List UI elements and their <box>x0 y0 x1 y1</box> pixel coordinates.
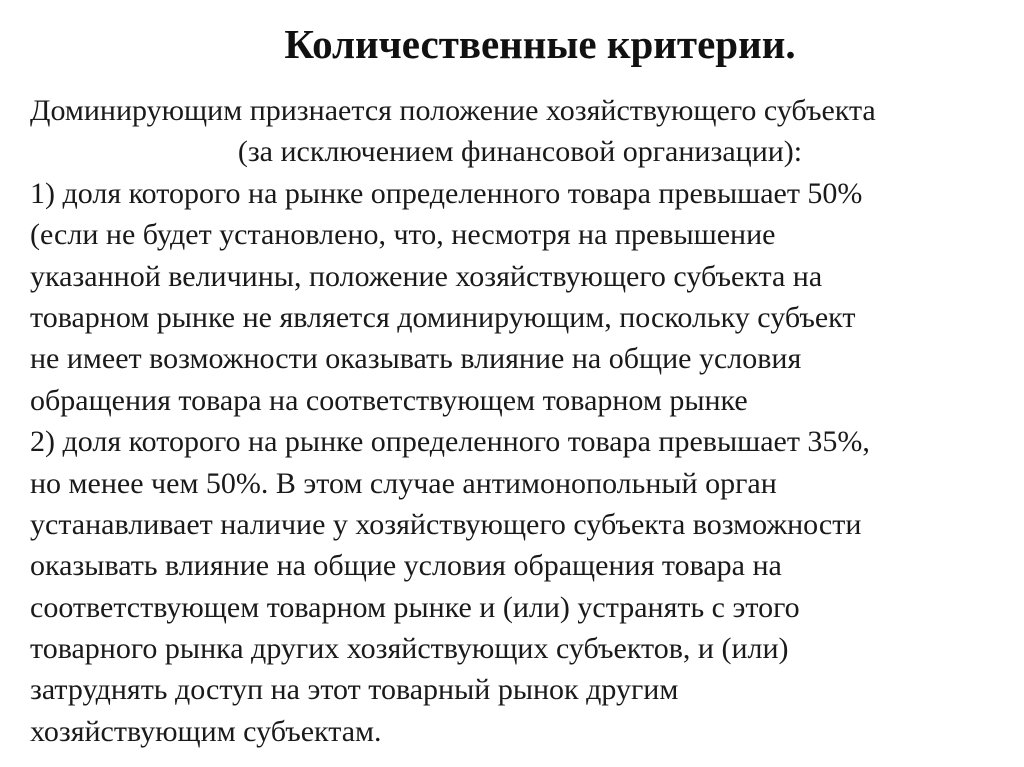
body-line: затруднять доступ на этот товарный рынок другим <box>30 673 679 707</box>
body-line: оказывать влияние на общие условия обращения товара на <box>30 549 782 583</box>
body-line: Доминирующим признается положение хозяйствующего субъекта <box>30 94 876 127</box>
body-line: не имеет возможности оказывать влияние на общие условия <box>30 342 802 376</box>
body-line: указанной величины, положение хозяйствующего субъекта на <box>30 259 823 293</box>
body-line: но менее чем 50%. В этом случае антимонопольный орган <box>30 466 777 500</box>
body-line: обращения товара на соответствующем товарном рынке <box>30 383 748 417</box>
body-line: (за исключением финансовой организации): <box>237 135 803 169</box>
body-line: соответствующем товарном рынке и (или) устранять с этого <box>30 590 800 624</box>
body-line: хозяйствующим субъектам. <box>30 714 382 748</box>
body-line: товарного рынка других хозяйствующих субъектов, и (или) <box>30 632 789 666</box>
body-line: 2) доля которого на рынке определенного товара превышает 35%, <box>30 425 870 459</box>
body-line: (если не будет установлено, что, несмотря на превышение <box>30 218 776 252</box>
slide-title: Количественные критерии. <box>284 21 796 67</box>
slide-body <box>30 90 1010 752</box>
body-line: устанавливает наличие у хозяйствующего субъекта возможности <box>30 507 862 541</box>
body-line: товарном рынке не является доминирующим, поскольку субъект <box>30 300 856 334</box>
body-line: 1) доля которого на рынке определенного товара превышает 50% <box>30 176 863 210</box>
